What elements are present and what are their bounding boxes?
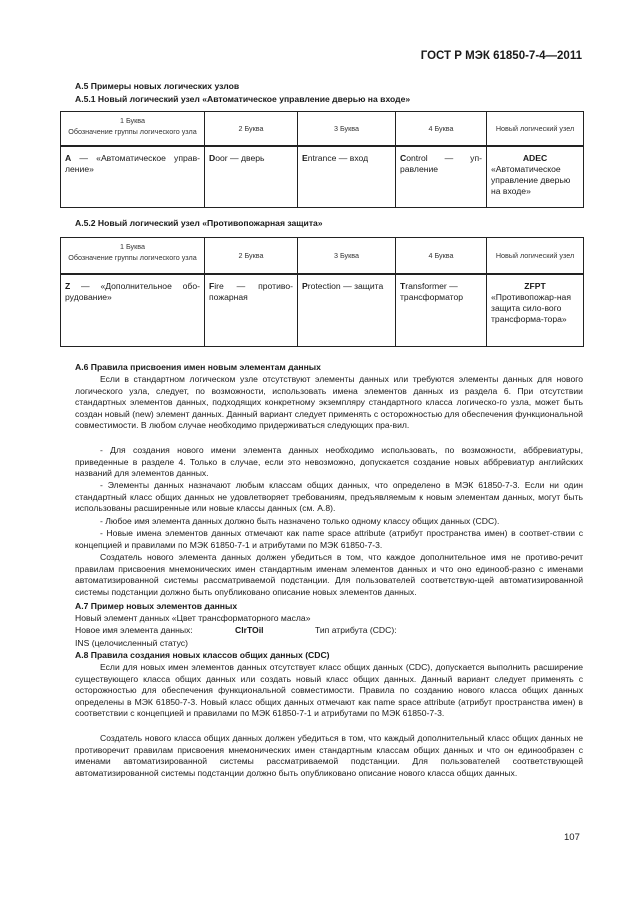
- header-letter-1: 1 Буква Обозначение группы логического узла: [61, 112, 205, 146]
- a7-line-2: Новое имя элемента данных: ClrTOil Тип атрибута (CDC):: [75, 625, 397, 635]
- a6-paragraph-2: Создатель нового элемента данных должен убедиться в том, что каждое дополнительное имя не противо-речит правилам присвоения мнемонических имен стандартным именам элементов данных и что оно единооб-разно с именами автоматизированной системы рассматриваемой подстанции. Для пользователей соответствую-щей автоматизированной системы подстанции должно быть опубликовано описание новых элементов данных.: [75, 552, 583, 597]
- a7-line-3: INS (целочисленный статус): [75, 638, 188, 648]
- a7-line-1: Новый элемент данных «Цвет трансформаторного масла»: [75, 613, 311, 623]
- section-a8-title: А.8 Правила создания новых классов общих данных (CDC): [75, 650, 330, 660]
- section-a51-title: А.5.1 Новый логический узел «Автоматическое управление дверью на входе»: [75, 94, 411, 104]
- cell-new-node: [487, 274, 584, 347]
- a6-rule-4: - Новые имена элементов данных отмечают как name space attribute (атрибут пространства имен) в соответ-ствии с концепцией и правилами по МЭК 61850-7-1 и атрибутами по МЭК 61850-7-3.: [75, 528, 583, 550]
- cell-letter-3: Protection — защита: [298, 274, 396, 347]
- a6-rule-3: - Любое имя элемента данных должно быть назначено только одному классу общих данных (CDC).: [100, 516, 500, 526]
- header-new-node: Новый логический узел: [487, 112, 584, 146]
- section-a6-title: А.6 Правила присвоения имен новым элементам данных: [75, 362, 321, 372]
- header-letter-4: 4 Буква: [396, 238, 487, 274]
- page-number: 107: [564, 832, 580, 843]
- header-letter-2: 2 Буква: [205, 112, 298, 146]
- section-a7-title: А.7 Пример новых элементов данных: [75, 601, 238, 611]
- a8-paragraph-1: Если для новых имен элементов данных отсутствует класс общих данных (CDC), допускается выполнить расширение существующего класса общих данных или создать новый класс общих данных. Данный вариант следует применять с осторожностью для обеспечения функциональной совместимости. Правила по созданию нового класса общих данных определены в МЭК 61850-7-3. Новый класс общих данных отмечают как name space attribute (атрибут пространства имен) в соответствии с концепцией и правилами по МЭК 61850-7-1 и атрибутами по МЭК 61850-7-3.: [75, 662, 583, 719]
- header-letter-3: 3 Буква: [298, 112, 396, 146]
- header-letter-4: 4 Буква: [396, 112, 487, 146]
- a6-rule-1: - Для создания нового имени элемента данных необходимо использовать, по возможности, аббревиатуры, приведенные в разделе 4. Только в случае, если это невозможно, допускается создание новых аббревиатур английских названий для элементов данных.: [75, 445, 583, 479]
- header-letter-2: 2 Буква: [205, 238, 298, 274]
- node-description: «Противопожар-ная защита сило-вого трансформа-тора»: [491, 291, 571, 325]
- cell-group: Z — «Дополнительное обо-рудование»: [61, 274, 205, 347]
- section-a5-title: А.5 Примеры новых логических узлов: [75, 81, 240, 91]
- cell-new-node: [487, 146, 584, 208]
- node-code: ADEC: [522, 152, 548, 163]
- data-object-name: ClrTOil: [235, 625, 264, 635]
- header-letter-3: 3 Буква: [298, 238, 396, 274]
- document-header: ГОСТ Р МЭК 61850-7-4—2011: [420, 50, 582, 62]
- logical-node-table-2: [60, 237, 584, 347]
- a8-paragraph-2: Создатель нового класса общих данных должен убедиться в том, что каждый дополнительный класс общих данных не противоречит правилам присвоения мнемонических имен стандартным классам общих данных и что он единообразен с именами автоматизированной системы рассматриваемой подстанции. Для пользователей соответствующей автоматизированной системы подстанции должно быть опубликовано описание нового класса общих данных.: [75, 733, 583, 778]
- cell-letter-3: Entrance — вход: [298, 146, 396, 208]
- a6-paragraph-1: Если в стандартном логическом узле отсутствуют элементы данных или требуются элементы данных для нового логического узла, следует, по возможности, использовать имена элементов данных из раздела 6. При отсутствии стандартных элементов данных, подходящих конкретному экземпляру стандартного класса логическо-го узла, может быть создан новый (new) элемент данных. Данный вариант следует применять с осторожностью для обеспечения функциональной совместимости. В любом случае необходимо придерживаться следующих пра-вил.: [75, 374, 583, 431]
- cell-group: А — «Автоматическое управ-ление»: [61, 146, 205, 208]
- node-description: «Автоматическое управление дверью на входе»: [491, 163, 571, 197]
- cell-letter-4: Transformer — трансформатор: [396, 274, 487, 347]
- logical-node-table-1: [60, 111, 584, 208]
- node-code: ZFPT: [524, 280, 546, 291]
- section-a52-title: А.5.2 Новый логический узел «Противопожарная защита»: [75, 218, 323, 228]
- cell-letter-2: Fire — противо-пожарная: [205, 274, 298, 347]
- cell-letter-4: Control — уп-равление: [396, 146, 487, 208]
- header-new-node: Новый логический узел: [487, 238, 584, 274]
- cell-letter-2: Door — дверь: [205, 146, 298, 208]
- a6-rule-2: - Элементы данных назначают любым классам общих данных, что определено в МЭК 61850-7-3. Если ни один стандартный класс общих данных не удовлетворяет требованиям, предъявляемым к новым элементам данных, могут быть использованы расширенные или новые классы данных (см. А.8).: [75, 480, 583, 514]
- header-letter-1: 1 Буква Обозначение группы логического узла: [61, 238, 205, 274]
